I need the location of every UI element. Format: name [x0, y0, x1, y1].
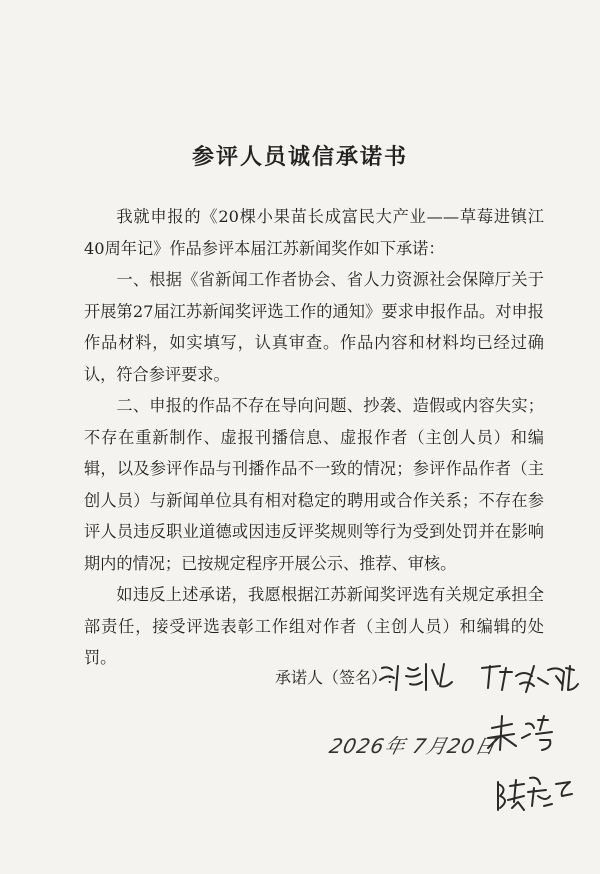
signature-2 — [482, 666, 578, 692]
signature-label: 承诺人（签名）: — [275, 668, 393, 687]
signature-1 — [380, 664, 452, 690]
signature-4 — [498, 778, 572, 810]
document-title: 参评人员诚信承诺书 — [191, 144, 408, 170]
handwritten-date: 2026年 7月20日 — [327, 734, 499, 758]
paragraph-intro: 我就申报的《20棵小果苗长成富民大产业——草莓进镇江40周年记》作品参评本届江苏新闻奖作如下承诺： — [84, 207, 544, 258]
paragraph-item-2: 二、申报的作品不存在导向问题、抄袭、造假或内容失实；不存在重新制作、虚报刊播信息、虚报作者（主创人员）和编辑，以及参评作品与刊播作品不一致的情况；参评作品作者（主创人员）与新闻单位具有相对稳定的聘用或合作关系；不存在参评人员违反职业道德或因违反评奖规则等行为受到处罚并在影响期内的情况；已按规定程序开展公示、推荐、审核。 — [84, 396, 544, 573]
paragraph-item-1: 一、根据《省新闻工作者协会、省人力资源社会保障厅关于开展第27届江苏新闻奖评选工作的通知》要求申报作品。对申报作品材料，如实填写，认真审查。作品内容和材料均已经过确认，符合参评要求。 — [84, 270, 544, 384]
paragraph-closing: 如违反上述承诺，我愿根据江苏新闻奖评选有关规定承担全部责任，接受评选表彰工作组对作者（主创人员）和编辑的处罚。 — [84, 585, 544, 667]
